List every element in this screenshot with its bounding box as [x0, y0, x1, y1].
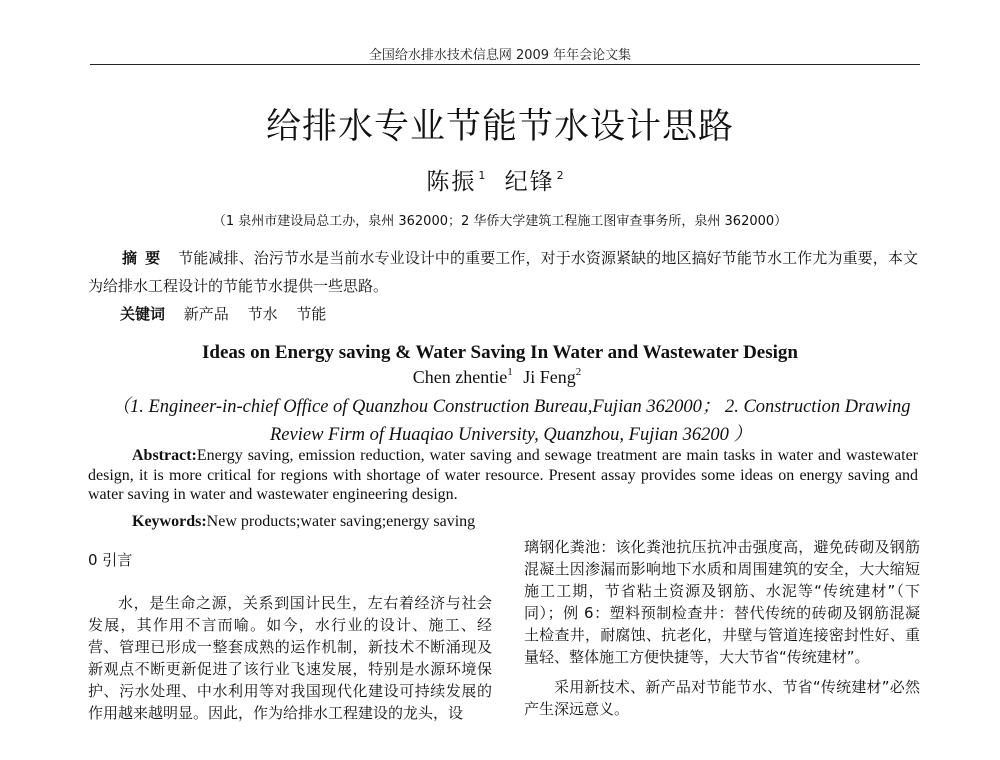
abstract-label-cn: 摘要: [122, 249, 169, 267]
author-name: Ji Feng: [523, 367, 576, 387]
keyword: 节能: [296, 305, 327, 323]
abstract-label-en: Abstract:: [132, 447, 197, 464]
author-mark: 2: [556, 169, 564, 182]
abstract-en: [88, 446, 918, 505]
body-paragraph: 璃钢化粪池：该化粪池抗压抗冲击强度高，避免砖砌及钢筋混凝土因渗漏而影响地下水质和周围建筑的安全，大大缩短施工工期，节省粘土资源及钢筋、水泥等“传统建材”（下同）；例 6：塑料预制检查井：替代传统的砖砌及钢筋混凝土检查井，耐腐蚀、抗老化，井壁与管道连接密封性好、重量轻、整体施工方便快捷等，大大节省“传统建材”。: [524, 538, 920, 666]
keywords-label-cn: 关键词: [120, 305, 166, 323]
abstract-cn: [88, 244, 918, 300]
keywords-en: [132, 513, 832, 531]
author-mark: 1: [507, 366, 513, 378]
author-mark: 2: [575, 366, 582, 378]
running-header: 全国给水排水技术信息网 2009 年年会论文集: [368, 48, 632, 63]
keyword: 新产品: [183, 305, 229, 323]
affiliation-en: （1. Engineer-in-chief Office of Quanzhou Construction Bureau,Fujian 362000； 2. Construction Drawing Review Firm of Huaqiao University, Quanzhou, Fujian 36200 ）: [111, 397, 911, 445]
affiliation-cn: （1 泉州市建设局总工办，泉州 362000；2 华侨大学建筑工程施工图审查事务所，泉州 362000）: [212, 214, 788, 229]
paper-title-cn: 给排水专业节能节水设计思路: [265, 107, 734, 147]
section-heading: 0 引言: [88, 551, 133, 569]
authors-en: [0, 366, 1000, 388]
header-rule: [90, 64, 920, 65]
author-name: 陈振: [426, 169, 477, 195]
authors-cn: [0, 163, 1000, 196]
keywords-cn: [120, 300, 920, 328]
body-column-left: [88, 540, 492, 724]
author-name: 纪锋: [504, 169, 555, 195]
keywords-label-en: Keywords:: [132, 513, 207, 530]
abstract-text-cn: 节能减排、治污节水是当前水专业设计中的重要工作，对于水资源紧缺的地区搞好节能节水工作尤为重要，本文为给排水工程设计的节能节水提供一些思路。: [88, 249, 918, 295]
body-column-right: [524, 536, 920, 720]
body-paragraph: 水，是生命之源，关系到国计民生，左右着经济与社会发展，其作用不言而喻。如今，水行业的设计、施工、经营、管理已形成一整套成熟的运作机制，新技术不断涌现及新观点不断更新促进了该行业飞速发展，特别是水源环境保护、污水处理、中水利用等对我国现代化建设可持续发展的作用越来越明显。因此，作为给排水工程建设的龙头，设: [88, 594, 492, 722]
body-paragraph: 采用新技术、新产品对节能节水、节省“传统建材”必然产生深远意义。: [524, 678, 920, 718]
keyword: 节水: [247, 305, 278, 323]
author-name: Chen zhentie: [412, 367, 508, 387]
author-mark: 1: [478, 169, 486, 182]
abstract-text-en: Energy saving, emission reduction, water saving and sewage treatment are main tasks in water and wastewater design, it is more critical for regions with shortage of water resource. Present assay provides some ideas on energy saving and water saving in water and wastewater engineering design.: [88, 447, 918, 503]
keywords-text-en: New products;water saving;energy saving: [206, 513, 476, 530]
paper-title-en: Ideas on Energy saving & Water Saving In Water and Wastewater Design: [202, 342, 798, 363]
